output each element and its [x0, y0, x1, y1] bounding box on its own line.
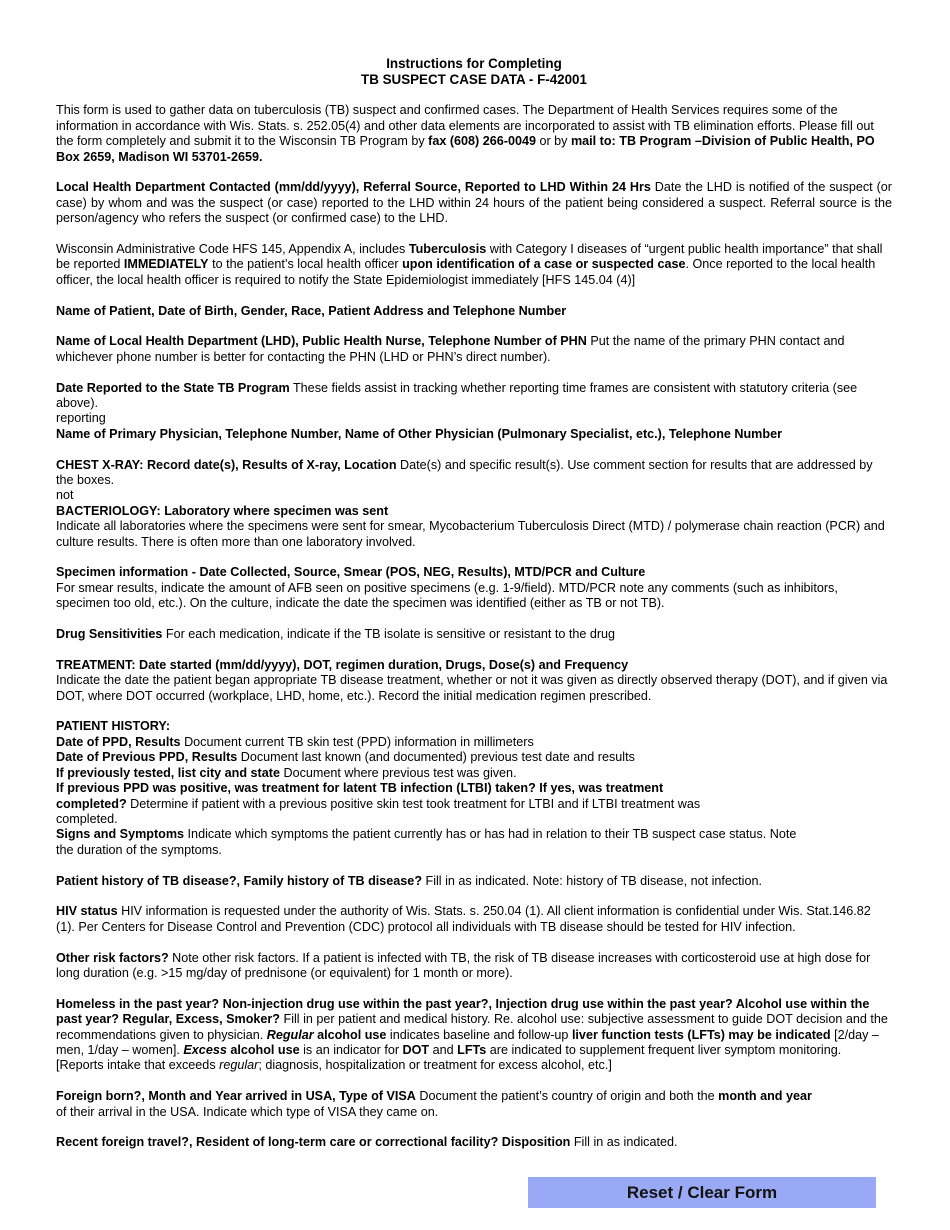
treatment-heading: TREATMENT: Date started (mm/dd/yyyy), DOT, regimen duration, Drugs, Dose(s) and Frequency	[56, 657, 629, 672]
intro-paragraph: This form is used to gather data on tuberculosis (TB) suspect and confirmed cases. The Department of Health Services requires some of the information in accordance with Wis. Stats. s. 252.05(4) and other data elements are incorporated to assist with TB elimination efforts. Please fill out the form completely and submit it to the Wisconsin TB Program by fax (608) 266-0049 or by mail to: TB Program –Division of Public Health, PO Box 2659, Madison WI 53701-2659.	[56, 103, 875, 164]
chest-xray-section: CHEST X-RAY: Record date(s), Results of X-ray, Location Date(s) and specific result(s). Use comment section for results that are addressed by the boxes.	[56, 457, 873, 488]
history-ltbi-text: completed? Determine if patient with a previous positive skin test took treatment for LTBI and if LTBI treatment was	[56, 796, 701, 811]
patient-history-section: PATIENT HISTORY: Date of PPD, Results Document current TB skin test (PPD) information in millimeters Date of Previous PPD, Results Document last known (and documented) previous test date and results If previously tested, list city and state Document where previous test was given. If previous PPD was positive, was treatment for latent TB infection (LTBI) taken? If yes, was treatment completed? Determine if patient with a previous positive skin test took treatment for LTBI and if LTBI treatment was completed. Signs and Symptoms Indicate which symptoms the patient currently has or has had in relation to their TB suspect case status. Note the duration of the symptoms.	[56, 719, 892, 858]
history-signs: Signs and Symptoms Indicate which symptoms the patient currently has or has had in relation to their TB suspect case status. Note	[56, 827, 797, 842]
history-tested-location: If previously tested, list city and state Document where previous test was given.	[56, 765, 517, 780]
history-previous-ppd: Date of Previous PPD, Results Document last known (and documented) previous test date and results	[56, 750, 635, 765]
patient-name-section	[56, 304, 892, 319]
section-heading: CHEST X-RAY: Record date(s), Results of X-ray, Location	[56, 457, 397, 472]
reset-clear-form-button[interactable]: Reset / Clear Form	[528, 1177, 876, 1208]
bacteriology-heading: BACTERIOLOGY: Laboratory where specimen was sent	[56, 503, 389, 518]
section-heading: Name of Primary Physician, Telephone Number, Name of Other Physician (Pulmonary Specialist, etc.), Telephone Number	[56, 426, 782, 441]
lhd-contacted-section: Local Health Department Contacted (mm/dd/yyyy), Referral Source, Reported to LHD Within 24 Hrs Date the LHD is notified of the suspect (or case) by whom and was the suspect (or case) reported to the LHD within 24 hours of the patient being considered a suspect. Referral source is the person/agency who refers the suspect (or confirmed case) to the LHD.	[56, 180, 892, 226]
history-ppd: Date of PPD, Results Document current TB skin test (PPD) information in millimeters	[56, 734, 534, 749]
section-heading: PATIENT HISTORY:	[56, 719, 171, 734]
fax-number: fax (608) 266-0049	[428, 134, 536, 149]
admin-code-paragraph: Wisconsin Administrative Code HFS 145, Appendix A, includes Tuberculosis with Category I diseases of “urgent public health importance” that shall be reported IMMEDIATELY to the patient’s local health officer upon identification of a case or suspected case. Once reported to the local health officer, the local health officer is required to notify the State Epidemiologist immediately [HFS 145.04 (4)]	[56, 242, 883, 287]
treatment-text: Indicate the date the patient began appropriate TB disease treatment, whether or not it was given as directly observed therapy (DOT), and if given via DOT, where DOT occurred (workplace, LHD, home, etc.). Record the initial medication regimen prescribed.	[56, 673, 888, 703]
section-heading: Name of Patient, Date of Birth, Gender, Race, Patient Address and Telephone Number	[56, 303, 567, 318]
specimen-text: For smear results, indicate the amount of AFB seen on positive specimens (e.g. 1-9/field). MTD/PCR note any comments (such as inhibitors, specimen too old, etc.). On the culture, indicate the date the specimen was identified (either as TB or not TB).	[56, 580, 838, 611]
document-title	[56, 56, 892, 88]
section-heading: Local Health Department Contacted (mm/dd/yyyy), Referral Source, Reported to LHD Within 24 Hrs	[56, 180, 651, 195]
physician-section	[56, 427, 892, 442]
section-heading: Name of Local Health Department (LHD), Public Health Nurse, Telephone Number of PHN	[56, 334, 587, 349]
foreign-born-section: Foreign born?, Month and Year arrived in USA, Type of VISA Document the patient’s country of origin and both the month and year	[56, 1089, 812, 1104]
specimen-heading: Specimen information - Date Collected, Source, Smear (POS, NEG, Results), MTD/PCR and Culture	[56, 565, 646, 580]
stray-text: not	[56, 488, 74, 503]
lhd-name-section: Name of Local Health Department (LHD), Public Health Nurse, Telephone Number of PHN Put the name of the primary PHN contact and whichever phone number is better for contacting the PHN (LHD or PHN’s direct number).	[56, 334, 845, 364]
hiv-status-section: HIV status HIV information is requested under the authority of Wis. Stats. s. 250.04 (1). All client information is confidential under Wis. Stat.146.82 (1). Per Centers for Disease Control and Prevention (CDC) protocol all individuals with TB disease should be tested for HIV infection.	[56, 904, 871, 934]
section-heading: Homeless in the past year? Non-injection drug use within the past year?, Injection drug use within the past year? Alcohol use within the past year? Regular, Excess, Smoker?	[56, 996, 870, 1027]
section-heading: Date Reported to the State TB Program	[56, 380, 290, 395]
homeless-section: Homeless in the past year? Non-injection drug use within the past year?, Injection drug use within the past year? Alcohol use within the past year? Regular, Excess, Smoker? Fill in per patient and medical history. Re. alcohol use: subjective assessment to guide DOT decision and the recommendations given to physician. Regular alcohol use indicates baseline and follow-up liver function tests (LFTs) may be indicated [2/day – men, 1/day – women]. Excess alcohol use is an indicator for DOT and LFTs are indicated to supplement frequent liver symptom monitoring. [Reports intake that exceeds regular; diagnosis, hospitalization or treatment for excess alcohol, etc.]	[56, 996, 888, 1073]
tb-history-section: Patient history of TB disease?, Family history of TB disease? Fill in as indicated. Note: history of TB disease, not infection.	[56, 873, 762, 888]
section-heading: Recent foreign travel?, Resident of long-term care or correctional facility? Disposition	[56, 1135, 571, 1150]
instructions-page: Instructions for Completing TB SUSPECT CASE DATA - F-42001 This form is used to gather data on tuberculosis (TB) suspect and confirmed cases. The Department of Health Services requires some of the information in accordance with Wis. Stats. s. 252.05(4) and other data elements are incorporated to assist with TB elimination efforts. Please fill out the form completely and submit it to the Wisconsin TB Program by fax (608) 266-0049 or by mail to: TB Program –Division of Public Health, PO Box 2659, Madison WI 53701-2659. Local Health Department Contacted (mm/dd/yyyy), Referral Source, Reported to LHD Within 24 Hrs Date the LHD is notified of the suspect (or case) by whom and was the suspect (or case) reported to the LHD within 24 hours of the patient being considered a suspect. Referral source is the person/agency who refers the suspect (or confirmed case) to the LHD. Wisconsin Administrative Code HFS 145, Appendix A, includes Tuberculosis with Category I diseases of “urgent public health importance” that shall be reported IMMEDIATELY to the patient’s local health officer upon identification of a case or suspected case. Once reported to the local health officer, the local health officer is required to notify the State Epidemiologist immediately [HFS 145.04 (4)] Name of Patient, Date of Birth, Gender, Race, Patient Address and Telephone Number Name of Local Health Department (LHD), Public Health Nurse, Telephone Number of PHN Put the name of the primary PHN contact and whichever phone number is better for contacting the PHN (LHD or PHN’s direct number). Date Reported to the State TB Program These fields assist in tracking whether reporting time frames are consistent with statutory criteria (see above). reporting Name of Primary Physician, Telephone Number, Name of Other Physician (Pulmonary Specialist, etc.), Telephone Number CHEST X-RAY: Record date(s), Results of X-ray, Location Date(s) and specific result(s). Use comment section for results that are addressed by the boxes. not BACTERIOLOGY: Laboratory where specimen was sent Indicate all laboratories where the specimens were sent for smear, Mycobacterium Tuberculosis Direct (MTD) / polymerase chain reaction (PCR) and culture results. There is often more than one laboratory involved. Specimen information - Date Collected, Source, Smear (POS, NEG, Results), MTD/PCR and Culture For smear results, indicate the amount of AFB seen on positive specimens (e.g. 1-9/field). MTD/PCR note any comments (such as inhibitors, specimen too old, etc.). On the culture, indicate the date the specimen was identified (either as TB or not TB). Drug Sensitivities For each medication, indicate if the TB isolate is sensitive or resistant to the drug TREATMENT: Date started (mm/dd/yyyy), DOT, regimen duration, Drugs, Dose(s) and Frequency Indicate the date the patient began appropriate TB disease treatment, whether or not it was given as directly observed therapy (DOT), and if given via DOT, where DOT occurred (workplace, LHD, home, etc.). Record the initial medication regimen prescribed. PATIENT HISTORY: Date of PPD, Results Document current TB skin test (PPD) information in millimeters Date of Previous PPD, Results Document last known (and documented) previous test date and results If previously tested, list city and state Document where previous test was given. If previous PPD was positive, was treatment for latent TB infection (LTBI) taken? If yes, was treatment completed? Determine if patient with a previous positive skin test took treatment for LTBI and if LTBI treatment was completed. Signs and Symptoms Indicate which symptoms the patient currently has or has had in relation to their TB suspect case status. Note the duration of the symptoms. Patient history of TB disease?, Family history of TB disease? Fill in as indicated. Note: history of TB disease, not infection. HIV status HIV information is requested under the authority of Wis. Stats. s. 250.04 (1). All client information is confidential under Wis. Stat.146.82 (1). Per Centers for Disease Control and Prevention (CDC) protocol all individuals with TB disease should be tested for HIV infection. Other risk factors? Note other risk factors. If a patient is infected with TB, the risk of TB disease increases with corticosteroid use at high dose for long duration (e.g. >15 mg/day of prednisone (or equivalent) for 1 month or more). Homeless in the past year? Non-injection drug use within the past year?, Injection drug use within the past year? Alcohol use within the past year? Regular, Excess, Smoker? Fill in per patient and medical history. Re. alcohol use: subjective assessment to guide DOT decision and the recommendations given to physician. Regular alcohol use indicates baseline and follow-up liver function tests (LFTs) may be indicated [2/day – men, 1/day – women]. Excess alcohol use is an indicator for DOT and LFTs are indicated to supplement frequent liver symptom monitoring. [Reports intake that exceeds regular; diagnosis, hospitalization or treatment for excess alcohol, etc.] Foreign born?, Month and Year arrived in USA, Type of VISA Document the patient’s country of origin and both the month and year of their arrival in the USA. Indicate which type of VISA they came on. Recent foreign travel?, Resident of long-term care or correctional facility? Disposition Fill in as indicated.	[56, 56, 892, 1150]
travel-section: Recent foreign travel?, Resident of long-term care or correctional facility? Disposition Fill in as indicated.	[56, 1135, 678, 1150]
date-reported-section: Date Reported to the State TB Program These fields assist in tracking whether reporting time frames are consistent with statutory criteria (see above).	[56, 380, 858, 411]
history-ltbi-heading: If previous PPD was positive, was treatment for latent TB infection (LTBI) taken? If yes, was treatment	[56, 781, 664, 796]
mail-address: mail to: TB Program –Division of Public Health, PO Box 2659, Madison WI 53701-2659.	[56, 134, 875, 164]
stray-text: reporting	[56, 411, 106, 426]
section-heading: HIV status	[56, 904, 118, 919]
title-line-1: Instructions for Completing	[386, 56, 562, 71]
risk-factors-section: Other risk factors? Note other risk factors. If a patient is infected with TB, the risk of TB disease increases with corticosteroid use at high dose for long duration (e.g. >15 mg/day of prednisone (or equivalent) for 1 month or more).	[56, 950, 871, 980]
section-heading: Drug Sensitivities	[56, 627, 163, 642]
title-line-2: TB SUSPECT CASE DATA - F-42001	[361, 72, 587, 87]
section-heading: Foreign born?, Month and Year arrived in USA, Type of VISA	[56, 1089, 416, 1104]
section-heading: Other risk factors?	[56, 950, 169, 965]
bacteriology-text: Indicate all laboratories where the specimens were sent for smear, Mycobacterium Tuberculosis Direct (MTD) / polymerase chain reaction (PCR) and culture results. There is often more than one laboratory involved.	[56, 519, 885, 549]
section-heading: Patient history of TB disease?, Family history of TB disease?	[56, 873, 423, 888]
drug-sensitivities-section: Drug Sensitivities For each medication, indicate if the TB isolate is sensitive or resistant to the drug	[56, 627, 616, 642]
